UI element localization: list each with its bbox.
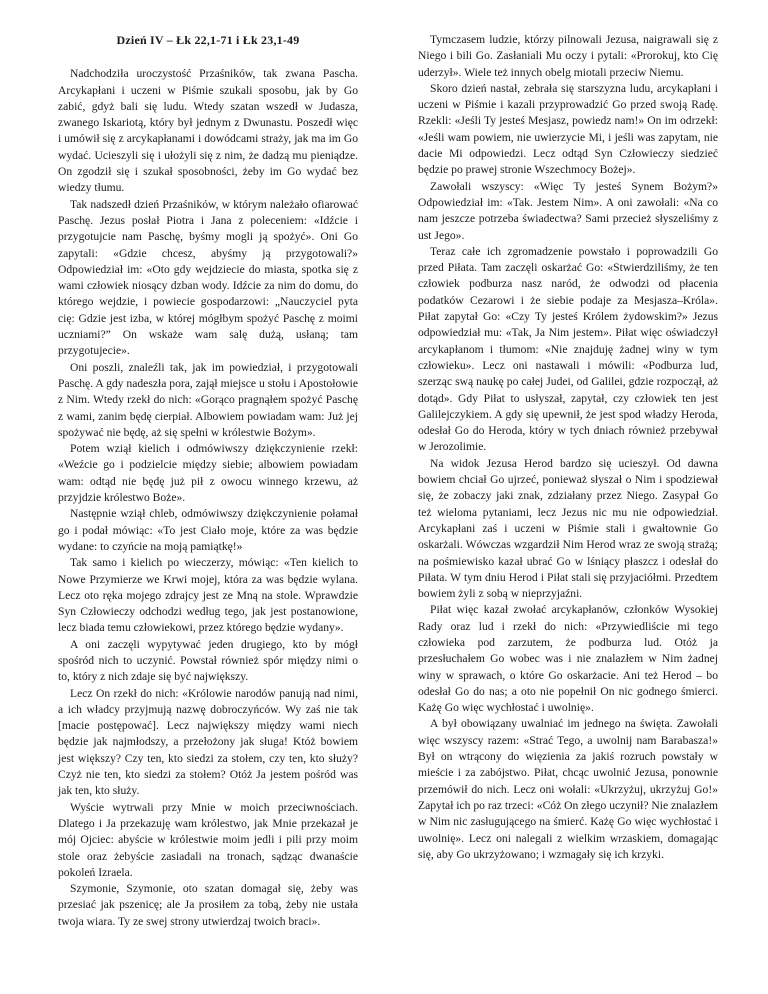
paragraph: Skoro dzień nastał, zebrała się starszyzna ludu, arcykapłani i uczeni w Piśmie i kazali przyprowadzić Go przed swoją Radę. Rzekli: «Jeśli Ty jesteś Mesjasz, powiedz nam!» On im odrzekł: «Jeśli wam powiem, nie uwierzycie Mi, i jeśli was zapytam, nie dacie Mi odpowiedzi. Lecz odtąd Syn Człowieczy siedzieć będzie po prawej stronie Wszechmocy Bożej». [418, 81, 718, 177]
paragraph: Teraz całe ich zgromadzenie powstało i poprowadzili Go przed Piłata. Tam zaczęli oskarżać Go: «Stwierdziliśmy, że ten człowiek podburza nasz naród, że odwodzi od płacenia podatków Cezarowi i że siebie podaje za Mesjasza–Króla». Piłat zapytał Go: «Czy Ty jesteś Królem żydowskim?» Jezus odpowiedział mu: «Tak, Ja Nim jestem». Piłat więc oświadczył arcykapłanom i tłumom: «Nie znajduję żadnej winy w tym człowieku». Lecz oni nastawali i mówili: «Podburza lud, szerząc swą naukę po całej Judei, od Galilei, gdzie rozpoczął, aż dotąd». Gdy Piłat to usłyszał, zapytał, czy człowiek ten jest Galilejczykiem. A gdy się upewnił, że jest spod władzy Heroda, odesłał Go do Heroda, który w tych dniach również przebywał w Jerozolimie. [418, 244, 718, 454]
paragraph: Tak nadszedł dzień Przaśników, w którym należało ofiarować Paschę. Jezus posłał Piotra i Jana z poleceniem: «Idźcie i przygotujcie nam Paschę, byśmy mogli ją spożyć». Oni Go zapytali: «Gdzie chcesz, abyśmy ją przygotowali?» Odpowiedział im: «Oto gdy wejdziecie do miasta, spotka się z wami człowiek niosący dzban wody. Idźcie za nim do domu, do którego wejdzie, i powiecie gospodarzowi: „Nauczyciel pyta cię: Gdzie jest izba, w której mógłbym spożyć Paschę z moimi uczniami?” On wskaże wam salę dużą, usłaną; tam przygotujecie». [58, 197, 358, 358]
paragraph: Na widok Jezusa Herod bardzo się ucieszył. Od dawna bowiem chciał Go ujrzeć, ponieważ słyszał o Nim i spodziewał się, że zobaczy jaki znak, zdziałany przez Niego. Zasypał Go też wieloma pytaniami, lecz Jezus nic mu nie odpowiedział. Arcykapłani zaś i uczeni w Piśmie stali i gwałtownie Go oskarżali. Wówczas wzgardził Nim Herod wraz ze swoją strażą; na pośmiewisko kazał ubrać Go w lśniący płaszcz i odesłał do Piłata. W tym dniu Herod i Piłat stali się przyjaciółmi. Przedtem bowiem żyli z sobą w nieprzyjaźni. [418, 456, 718, 601]
paragraph: Zawołali wszyscy: «Więc Ty jesteś Synem Bożym?» Odpowiedział im: «Tak. Jestem Nim». A oni zawołali: «Na co nam jeszcze potrzeba świadectwa? Sami przecież słyszeliśmy z ust Jego». [418, 179, 718, 242]
paragraph: Wyście wytrwali przy Mnie w moich przeciwnościach. Dlatego i Ja przekazuję wam królestwo, jak Mnie przekazał je mój Ojciec: abyście w królestwie moim jedli i pili przy moim stole oraz żebyście zasiadali na tronach, sądząc dwanaście pokoleń Izraela. [58, 800, 358, 879]
paragraph: A oni zaczęli wypytywać jeden drugiego, kto by mógł spośród nich to uczynić. Powstał również spór między nimi o to, który z nich zdaje się być największy. [58, 637, 358, 684]
left-column [58, 26, 358, 976]
paragraph: Tak samo i kielich po wieczerzy, mówiąc: «Ten kielich to Nowe Przymierze we Krwi mojej, która za was będzie wylana. Lecz oto ręka mojego zdrajcy jest ze Mną na stole. Wprawdzie Syn Człowieczy odchodzi według tego, jak jest postanowione, lecz biada temu człowiekowi, przez którego będzie wydany». [58, 556, 358, 635]
paragraph: Następnie wziął chleb, odmówiwszy dziękczynienie połamał go i podał mówiąc: «To jest Ciało moje, które za was będzie wydane: to czyńcie na moją pamiątkę!» [58, 507, 358, 553]
paragraph: Potem wziął kielich i odmówiwszy dziękczynienie rzekł: «Weźcie go i podzielcie między siebie; albowiem powiadam wam: odtąd nie będę już pił z owocu winnego krzewu, aż przyjdzie królestwo Boże». [58, 442, 358, 505]
paragraph: Nadchodziła uroczystość Przaśników, tak zwana Pascha. Arcykapłani i uczeni w Piśmie szukali sposobu, jak by Go zabić, gdyż bali się ludu. Wtedy szatan wszedł w Judasza, zwanego Iskariotą, który był jednym z Dwunastu. Poszedł więc i umówił się z arcykapłanami i dowódcami straży, jak ma im Go wydać. Ucieszyli się i ułożyli się z nim, że dadzą mu pieniądze. On zgodził się i szukał sposobności, żeby im Go wydać bez wiedzy tłumu. [58, 67, 358, 195]
right-column [418, 26, 718, 976]
document-page [58, 26, 718, 976]
paragraph: Lecz On rzekł do nich: «Królowie narodów panują nad nimi, a ich władcy przyjmują nazwę dobroczyńców. Wy zaś nie tak [macie postępować]. Lecz największy między wami niech będzie jak najmłodszy, a przełożony jak sługa! Któż bowiem jest większy? Czy ten, kto siedzi za stołem, czy ten, kto służy? Czyż nie ten, kto siedzi za stołem? Otóż Ja jestem pośród was jak ten, kto służy. [58, 686, 358, 798]
paragraph: Szymonie, Szymonie, oto szatan domagał się, żeby was przesiać jak pszenicę; ale Ja prosiłem za tobą, żeby nie ustała twoja wiara. Ty ze swej strony utwierdzaj twoich braci». [58, 882, 358, 928]
paragraph: Oni poszli, znaleźli tak, jak im powiedział, i przygotowali Paschę. A gdy nadeszła pora, zajął miejsce u stołu i Apostołowie z Nim. Wtedy rzekł do nich: «Gorąco pragnąłem spożyć Paschę z wami, zanim będę cierpiał. Albowiem powiadam wam: Już jej spożywać nie będę, aż się spełni w królestwie Bożym». [58, 360, 358, 439]
paragraph: Piłat więc kazał zwołać arcykapłanów, członków Wysokiej Rady oraz lud i rzekł do nich: «Przywiedliście mi tego człowieka pod zarzutem, że podburza lud. Otóż ja przesłuchałem Go wobec was i nie znalazłem w Nim żadnej winy w sprawach, o które Go oskarżacie. Ani też Herod – bo odesłał Go do nas; a oto nie popełnił On nic godnego śmierci. Każę Go więc wychłostać i uwolnię». [418, 603, 718, 715]
paragraph: A był obowiązany uwalniać im jednego na święta. Zawołali więc wszyscy razem: «Strać Tego, a uwolnij nam Barabasza!» Był on wtrącony do więzienia za jakiś rozruch powstały w mieście i za zabójstwo. Piłat, chcąc uwolnić Jezusa, ponownie przemówił do nich. Lecz oni wołali: «Ukrzyżuj, ukrzyżuj Go!» Zapytał ich po raz trzeci: «Cóż On złego uczynił? Nie znalazłem w Nim nic zasługującego na śmierć. Każę Go więc wychłostać i uwolnię». Lecz oni nalegali z wielkim wrzaskiem, domagając się, aby Go ukrzyżowano; i wzmagały się ich krzyki. [418, 717, 719, 861]
paragraph: Tymczasem ludzie, którzy pilnowali Jezusa, naigrawali się z Niego i bili Go. Zasłaniali Mu oczy i pytali: «Prorokuj, kto Cię uderzył». Wiele też innych obelg miotali przeciw Niemu. [418, 33, 718, 79]
page-title: Dzień IV – Łk 22,1-71 i Łk 23,1-49 [116, 33, 300, 47]
